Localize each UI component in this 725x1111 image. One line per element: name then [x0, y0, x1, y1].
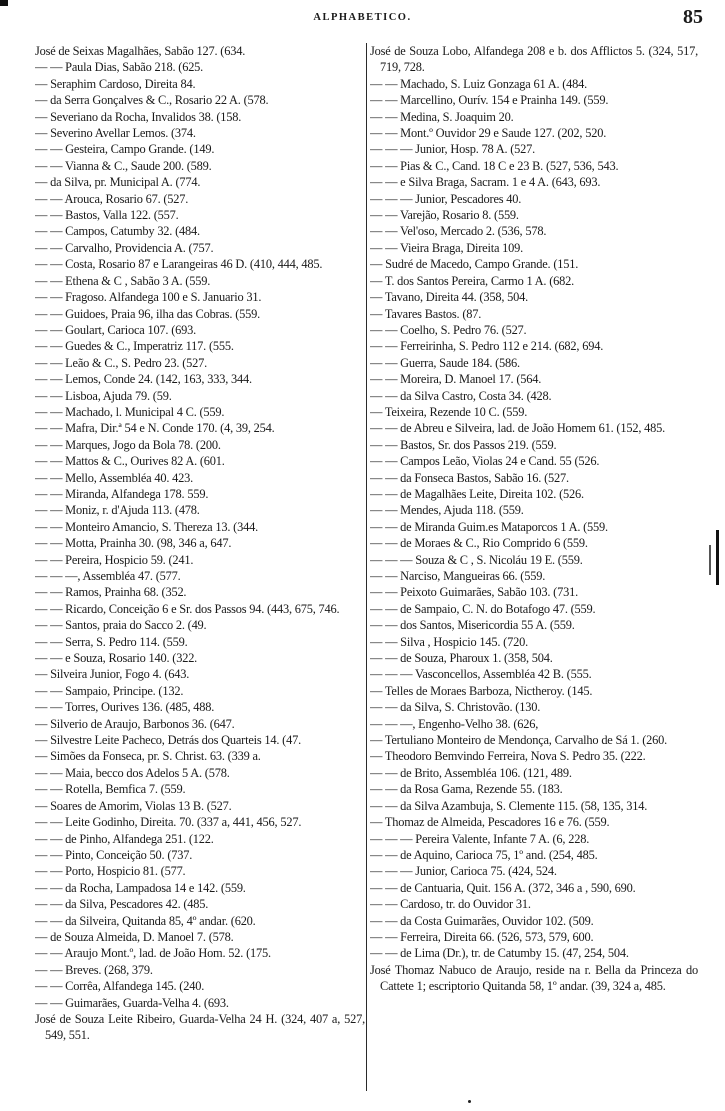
directory-entry: — — Peixoto Guimarães, Sabão 103. (731.: [370, 585, 578, 600]
directory-entry: — — Pias & C., Cand. 18 C e 23 B. (527, 536, 543.: [370, 158, 619, 173]
directory-entry: — Silverio de Araujo, Barbonos 36. (647.: [35, 716, 235, 731]
directory-entry: — — Ferreirinha, S. Pedro 112 e 214. (682, 694.: [370, 339, 604, 354]
directory-entry: — — Mendes, Ajuda 118. (559.: [370, 503, 524, 518]
directory-entry: — — Lemos, Conde 24. (142, 163, 333, 344.: [35, 372, 252, 387]
directory-entry: — Tavares Bastos. (87.: [370, 306, 482, 321]
directory-entry: — — Narciso, Mangueiras 66. (559.: [370, 569, 546, 583]
page-header: [0, 6, 725, 28]
directory-entry: — Silvestre Leite Pacheco, Detrás dos Quarteis 14. (47.: [35, 733, 301, 748]
directory-entry: — — Lisboa, Ajuda 79. (59.: [35, 388, 172, 403]
directory-entry: — — Campos Leão, Violas 24 e Cand. 55 (526.: [370, 454, 600, 469]
directory-entry: — — Campos, Catumby 32. (484.: [35, 224, 200, 239]
directory-entry: — — Silva , Hospicio 145. (720.: [370, 634, 528, 649]
directory-entry: — — de Souza, Pharoux 1. (358, 504.: [370, 651, 553, 666]
directory-entry: — — Maia, becco dos Adelos 5 A. (578.: [35, 765, 230, 780]
directory-entry: — — da Silva Castro, Costa 34. (428.: [370, 388, 552, 403]
directory-entry: — — Medina, S. Joaquim 20.: [370, 109, 514, 124]
directory-entry: — — da Silva, S. Christovão. (130.: [370, 700, 541, 715]
directory-entry: — — —, Assembléa 47. (577.: [35, 569, 181, 583]
directory-entry: — — de Pinho, Alfandega 251. (122.: [35, 831, 214, 846]
directory-entry: — — Moniz, r. d'Ajuda 113. (478.: [35, 503, 200, 518]
directory-entry: — — da Fonseca Bastos, Sabão 16. (527.: [370, 470, 569, 485]
directory-entry: — — de Magalhães Leite, Direita 102. (526.: [370, 486, 584, 501]
directory-entry: — — de Aquino, Carioca 75, 1º and. (254, 485.: [370, 847, 598, 862]
directory-entry: — Teixeira, Rezende 10 C. (559.: [370, 404, 528, 419]
directory-entry: — Thomaz de Almeida, Pescadores 16 e 76. (559.: [370, 815, 610, 830]
directory-entry: — — — Pereira Valente, Infante 7 A. (6, 228.: [370, 831, 590, 846]
directory-entry: — — da Costa Guimarães, Ouvidor 102. (509.: [370, 913, 594, 928]
directory-entry: — — Bastos, Sr. dos Passos 219. (559.: [370, 437, 557, 452]
directory-entry: — — Ethena & C , Sabão 3 A. (559.: [35, 273, 211, 288]
directory-entry: — Sudré de Macedo, Campo Grande. (151.: [370, 257, 579, 272]
directory-entry: — — e Souza, Rosario 140. (322.: [35, 651, 198, 666]
directory-entry: — — Fragoso. Alfandega 100 e S. Januario 31.: [35, 290, 262, 305]
directory-entry: — da Silva, pr. Municipal A. (774.: [35, 175, 201, 190]
running-head: ALPHABETICO.: [313, 12, 412, 23]
directory-entry: — — Vianna & C., Saude 200. (589.: [35, 158, 212, 173]
directory-entry: — — de Sampaio, C. N. do Botafogo 47. (559.: [370, 601, 596, 616]
directory-entry: — — — Souza & C , S. Nicoláu 19 E. (559.: [370, 552, 583, 567]
directory-entry: — — Mello, Assembléa 40. 423.: [35, 470, 194, 485]
directory-entry: — — — Junior, Hosp. 78 A. (527.: [370, 142, 536, 157]
directory-entry: — — — Junior, Carioca 75. (424, 524.: [370, 864, 557, 879]
directory-entry: José de Souza Lobo, Alfandega 208 e b. dos Afflictos 5. (324, 517, 719, 728.: [370, 44, 698, 75]
footer-dot: [468, 1100, 471, 1103]
directory-entry: — — Serra, S. Pedro 114. (559.: [35, 634, 188, 649]
directory-entry: — — Porto, Hospicio 81. (577.: [35, 864, 186, 879]
directory-entry: — — Torres, Ourives 136. (485, 488.: [35, 700, 215, 715]
page-number: 85: [683, 6, 703, 28]
directory-entry: — Simões da Fonseca, pr. S. Christ. 63. (339 a.: [35, 749, 261, 764]
directory-entry: — — da Rocha, Lampadosa 14 e 142. (559.: [35, 880, 246, 895]
directory-entry: — — de Moraes & C., Rio Comprido 6 (559.: [370, 536, 588, 551]
directory-entry: — — Pinto, Conceição 50. (737.: [35, 847, 193, 862]
directory-entry: — — Santos, praia do Sacco 2. (49.: [35, 618, 207, 633]
directory-entry: — Silveira Junior, Fogo 4. (643.: [35, 667, 190, 682]
directory-entry: — Soares de Amorim, Violas 13 B. (527.: [35, 798, 232, 813]
directory-entry: — — Vel'oso, Mercado 2. (536, 578.: [370, 224, 547, 239]
directory-entry: — — Ferreira, Direita 66. (526, 573, 579, 600.: [370, 929, 594, 944]
directory-entry: José Thomaz Nabuco de Araujo, reside na r. Bella da Princeza do Cattete 1; escriptorio Quitanda 58, 1º andar. (39, 324 a, 485.: [370, 962, 698, 994]
left-column: [35, 43, 365, 1093]
directory-entry: — — Mont.º Ouvidor 29 e Saude 127. (202, 520.: [370, 126, 607, 141]
directory-entry: — — Breves. (268, 379.: [35, 962, 153, 977]
directory-entry: — — Sampaio, Principe. (132.: [35, 683, 184, 698]
directory-entry: — — Moreira, D. Manoel 17. (564.: [370, 372, 542, 387]
directory-entry: — da Serra Gonçalves & C., Rosario 22 A. (578.: [35, 93, 269, 108]
directory-entry: — — da Silva Azambuja, S. Clemente 115. (58, 135, 314.: [370, 798, 648, 813]
directory-entry: — — de Miranda Guim.es Mataporcos 1 A. (559.: [370, 519, 608, 534]
directory-entry: — — Araujo Mont.º, lad. de João Hom. 52. (175.: [35, 946, 271, 961]
directory-entry: — — Vieira Braga, Direita 109.: [370, 240, 524, 255]
directory-entry: — — Paula Dias, Sabão 218. (625.: [35, 60, 204, 75]
directory-entry: — — Guimarães, Guarda-Velha 4. (693.: [35, 995, 229, 1010]
directory-entry: — — Motta, Prainha 30. (98, 346 a, 647.: [35, 536, 232, 551]
scan-edge-mark: [709, 545, 711, 575]
directory-entry: — — de Abreu e Silveira, lad. de João Homem 61. (152, 485.: [370, 421, 666, 436]
directory-entry: — — de Lima (Dr.), tr. de Catumby 15. (47, 254, 504.: [370, 946, 629, 961]
directory-entry: — — Guidoes, Praia 96, ilha das Cobras. (559.: [35, 306, 261, 321]
directory-entry: — de Souza Almeida, D. Manoel 7. (578.: [35, 929, 234, 944]
directory-entry: — — da Rosa Gama, Rezende 55. (183.: [370, 782, 563, 797]
directory-entry: — — Guedes & C., Imperatriz 117. (555.: [35, 339, 234, 354]
directory-entry: — — Marcellino, Ourív. 154 e Prainha 149. (559.: [370, 93, 609, 108]
directory-entry: — — Pereira, Hospicio 59. (241.: [35, 552, 194, 567]
directory-entry: — Tertuliano Monteiro de Mendonça, Carvalho de Sá 1. (260.: [370, 733, 667, 748]
directory-entry: — — Cardoso, tr. do Ouvidor 31.: [370, 897, 531, 912]
directory-entry: José de Seixas Magalhães, Sabão 127. (634.: [35, 44, 246, 58]
directory-entry: — — Mattos & C., Ourives 82 A. (601.: [35, 454, 225, 469]
directory-entry: — — da Silveira, Quitanda 85, 4º andar. (620.: [35, 913, 256, 928]
directory-entry: — — dos Santos, Misericordia 55 A. (559.: [370, 618, 575, 633]
directory-entry: — — Leão & C., S. Pedro 23. (527.: [35, 355, 208, 370]
column-rule: [366, 43, 367, 1091]
directory-entry: — — —, Engenho-Velho 38. (626,: [370, 716, 539, 731]
directory-entry: — — Marques, Jogo da Bola 78. (200.: [35, 437, 221, 452]
directory-entry: — — Varejão, Rosario 8. (559.: [370, 208, 519, 223]
directory-entry: — — Machado, S. Luiz Gonzaga 61 A. (484.: [370, 76, 588, 91]
directory-entry: — — Ramos, Prainha 68. (352.: [35, 585, 187, 600]
directory-entry: — — de Cantuaria, Quit. 156 A. (372, 346 a , 590, 690.: [370, 880, 636, 895]
directory-entry: — Seraphim Cardoso, Direita 84.: [35, 76, 196, 91]
directory-entry: — — Arouca, Rosario 67. (527.: [35, 191, 189, 206]
directory-entry: — Severiano da Rocha, Invalidos 38. (158.: [35, 109, 242, 124]
directory-entry: — — Machado, l. Municipal 4 C. (559.: [35, 404, 225, 419]
directory-entry: — — — Vasconcellos, Assembléa 42 B. (555.: [370, 667, 592, 682]
directory-entry: — — Monteiro Amancio, S. Thereza 13. (344.: [35, 519, 258, 534]
directory-entry: — — Carvalho, Providencia A. (757.: [35, 240, 214, 255]
directory-entry: — — Goulart, Carioca 107. (693.: [35, 322, 197, 337]
directory-entry: — — Mafra, Dir.ª 54 e N. Conde 170. (4, 39, 254.: [35, 421, 275, 436]
right-column: [370, 43, 698, 1093]
directory-entry: — Telles de Moraes Barboza, Nictheroy. (145.: [370, 683, 593, 698]
directory-entry: — — Gesteira, Campo Grande. (149.: [35, 142, 215, 157]
directory-entry: José de Souza Leite Ribeiro, Guarda-Velha 24 H. (324, 407 a, 527, 549, 551.: [35, 1011, 365, 1043]
directory-entry: — Severino Avellar Lemos. (374.: [35, 126, 196, 141]
directory-entry: — — Leite Godinho, Direita. 70. (337 a, 441, 456, 527.: [35, 815, 302, 830]
directory-entry: — — Guerra, Saude 184. (586.: [370, 355, 520, 370]
directory-entry: — Theodoro Bemvindo Ferreira, Nova S. Pedro 35. (222.: [370, 749, 646, 764]
directory-entry: — — Bastos, Valla 122. (557.: [35, 208, 179, 223]
directory-entry: — — Miranda, Alfandega 178. 559.: [35, 486, 209, 501]
directory-entry: — Tavano, Direita 44. (358, 504.: [370, 290, 529, 305]
scan-edge-mark: [716, 530, 719, 585]
directory-entry: — — de Brito, Assembléa 106. (121, 489.: [370, 765, 572, 780]
directory-entry: — — Coelho, S. Pedro 76. (527.: [370, 322, 527, 337]
directory-entry: — — Rotella, Bemfica 7. (559.: [35, 782, 186, 797]
directory-entry: — — Corrêa, Alfandega 145. (240.: [35, 979, 205, 994]
directory-entry: — T. dos Santos Pereira, Carmo 1 A. (682.: [370, 273, 575, 288]
directory-entry: — — e Silva Braga, Sacram. 1 e 4 A. (643, 693.: [370, 175, 601, 190]
directory-entry: — — — Junior, Pescadores 40.: [370, 191, 522, 206]
directory-entry: — — Costa, Rosario 87 e Larangeiras 46 D. (410, 444, 485.: [35, 257, 323, 272]
directory-entry: — — da Silva, Pescadores 42. (485.: [35, 897, 209, 912]
directory-entry: — — Ricardo, Conceição 6 e Sr. dos Passos 94. (443, 675, 746.: [35, 601, 340, 616]
